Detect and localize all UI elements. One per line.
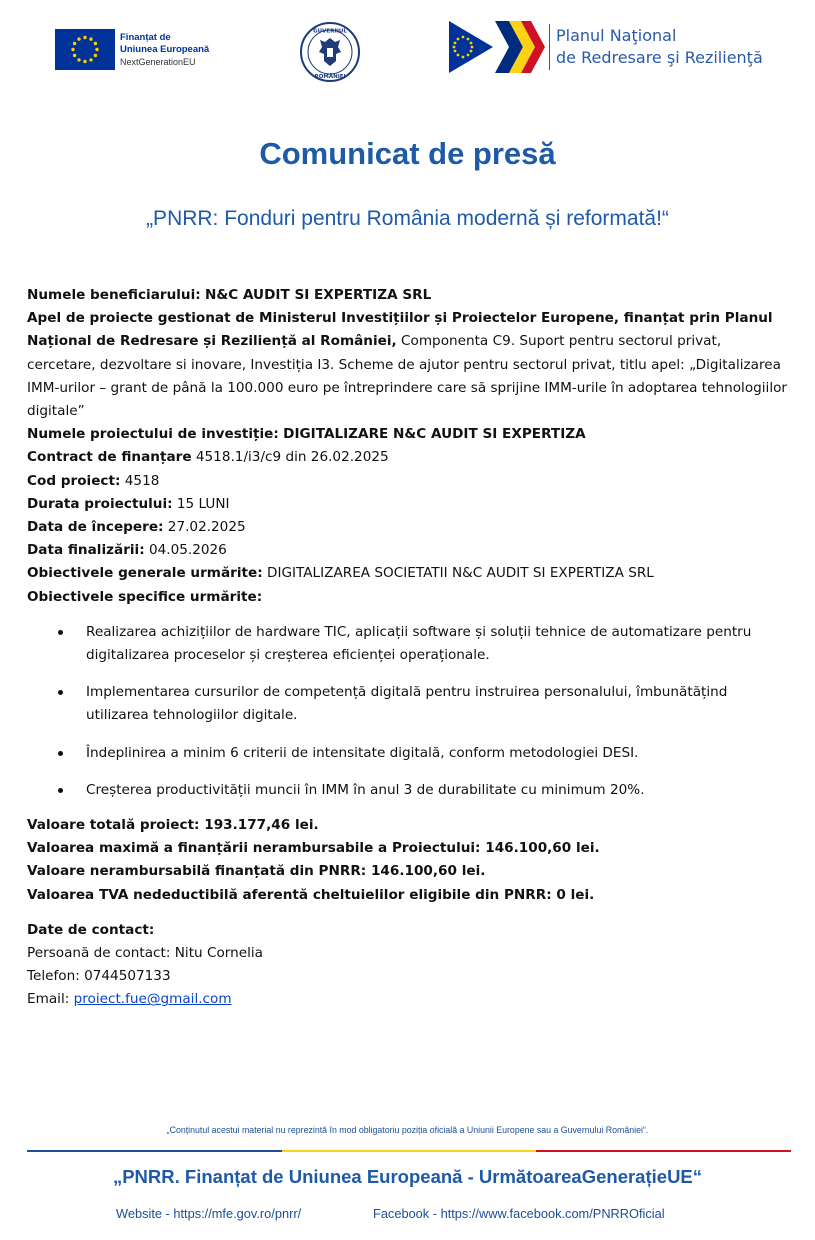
pnrr-logo-divider — [549, 24, 550, 70]
general-objectives-line — [27, 562, 787, 585]
project-name-value: DIGITALIZARE N&C AUDIT SI EXPERTIZA — [283, 426, 586, 443]
contact-person: Persoană de contact: Nitu Cornelia — [27, 945, 263, 962]
pnrr-funding-line: Valoare nerambursabilă finanțată din PNRR: 146.100,60 lei. — [27, 863, 486, 880]
footer-tricolor-bar — [27, 1150, 791, 1152]
pnrr-flag-arrow-icon — [449, 21, 545, 73]
start-date-line — [27, 516, 787, 539]
eu-logo-line1: Finanțat de — [120, 31, 171, 43]
svg-text:GUVERNUL: GUVERNUL — [313, 28, 347, 35]
general-objectives-value: DIGITALIZAREA SOCIETATII N&C AUDIT SI EXPERTIZA SRL — [266, 565, 654, 582]
pnrr-logo-line2: de Redresare şi Rezilienţă — [556, 48, 763, 67]
footer-website-link[interactable]: Website - https://mfe.gov.ro/pnrr/ — [116, 1206, 302, 1221]
call-description — [27, 307, 787, 423]
page-title: Comunicat de presă — [259, 136, 556, 171]
beneficiary-line — [27, 284, 787, 307]
duration-value: 15 LUNI — [176, 495, 230, 512]
list-item: Creșterea productivității muncii în IMM în anul 3 de durabilitate cu minimum 20%. — [27, 779, 787, 802]
contact-email-label: Email: — [27, 991, 74, 1008]
end-date-label: Data finalizării: — [27, 542, 145, 559]
list-item: Implementarea cursurilor de competență digitală pentru instruirea personalului, îmbunătățind utilizarea tehnologiilor digitale. — [27, 681, 787, 727]
project-name-label: Numele proiectului de investiție: — [27, 426, 279, 443]
romanian-government-seal-icon — [299, 21, 361, 88]
footer-disclaimer: „Conținutul acestui material nu reprezintă în mod obligatoriu poziția oficială a Uniunii Europene sau a Guvernului României“. — [166, 1125, 649, 1135]
max-funding-line: Valoarea maximă a finanțării nerambursabile a Proiectului: 146.100,60 lei. — [27, 840, 600, 857]
beneficiary-label: Numele beneficiarului: — [27, 287, 201, 303]
duration-line — [27, 493, 787, 516]
eu-funding-logo — [55, 29, 209, 70]
contract-line — [27, 446, 787, 469]
page-subtitle: „PNRR: Fonduri pentru România modernă și reformată!“ — [146, 207, 669, 230]
specific-objectives-heading — [27, 586, 787, 609]
general-objectives-label: Obiectivele generale urmărite: — [27, 565, 263, 582]
contact-section — [27, 919, 787, 1012]
call-rest-text: Componenta C9. Suport pentru sectorul privat, cercetare, dezvoltare si inovare, Investiția I3. Scheme de ajutor pentru sectorul privat, titlu apel: „Digitalizarea IMM-urilor – grant de până la 100.000 euro pe întreprindere care să sprijine IMM-urile în adoptarea tehnologiilor digitale” — [27, 333, 788, 420]
contact-heading: Date de contact: — [27, 921, 155, 938]
list-item: Îndeplinirea a minim 6 criterii de intensitate digitală, conform metodologiei DESI. — [27, 742, 787, 765]
vat-line: Valoarea TVA nedeductibilă aferentă cheltuielilor eligibile din PNRR: 0 lei. — [27, 886, 595, 903]
end-date-value: 04.05.2026 — [148, 542, 227, 559]
specific-objectives-label: Obiectivele specifice urmărite: — [27, 588, 263, 605]
contact-phone: Telefon: 0744507133 — [27, 968, 171, 985]
start-date-label: Data de începere: — [27, 519, 164, 536]
call-bold-text: Apel de proiecte gestionat de Ministerul Investițiilor și Proiectelor Europene, finanțat prin Planul Național de Redresare și Reziliență al României, — [27, 310, 773, 350]
project-code-value: 4518 — [124, 472, 160, 489]
contract-label: Contract de finanțare — [27, 449, 192, 466]
contact-email-line — [27, 988, 787, 1011]
footer-slogan: „PNRR. Finanțat de Uniunea Europeană - UrmătoareaGenerațieUE“ — [112, 1166, 703, 1187]
pnrr-logo — [449, 21, 763, 73]
end-date-line — [27, 539, 787, 562]
pnrr-logo-line1: Planul Naţional — [556, 26, 677, 45]
footer-facebook-link[interactable]: Facebook - https://www.facebook.com/PNRROficial — [373, 1206, 665, 1221]
project-values — [27, 814, 787, 907]
project-code-line — [27, 470, 787, 493]
svg-text:ROMÂNIEI: ROMÂNIEI — [314, 74, 346, 80]
contract-value: 4518.1/i3/c9 din 26.02.2025 — [195, 449, 389, 466]
specific-objectives-list — [27, 621, 787, 802]
contact-email-link[interactable]: proiect.fue@gmail.com — [73, 991, 232, 1008]
eu-flag-icon — [55, 29, 115, 70]
beneficiary-value: N&C AUDIT SI EXPERTIZA SRL — [205, 287, 432, 303]
total-value-line: Valoare totală proiect: 193.177,46 lei. — [27, 817, 319, 834]
start-date-value: 27.02.2025 — [167, 519, 246, 536]
eu-logo-line2: Uniunea Europeană — [120, 43, 210, 55]
press-release-body — [27, 284, 787, 1012]
list-item: Realizarea achizițiilor de hardware TIC, aplicații software și soluții tehnice de automatizare pentru digitalizarea proceselor și creșterea eficienței operaționale. — [27, 621, 787, 667]
project-name-line — [27, 423, 787, 446]
project-code-label: Cod proiect: — [27, 472, 121, 489]
duration-label: Durata proiectului: — [27, 495, 173, 512]
eu-logo-line3: NextGenerationEU — [120, 56, 196, 67]
